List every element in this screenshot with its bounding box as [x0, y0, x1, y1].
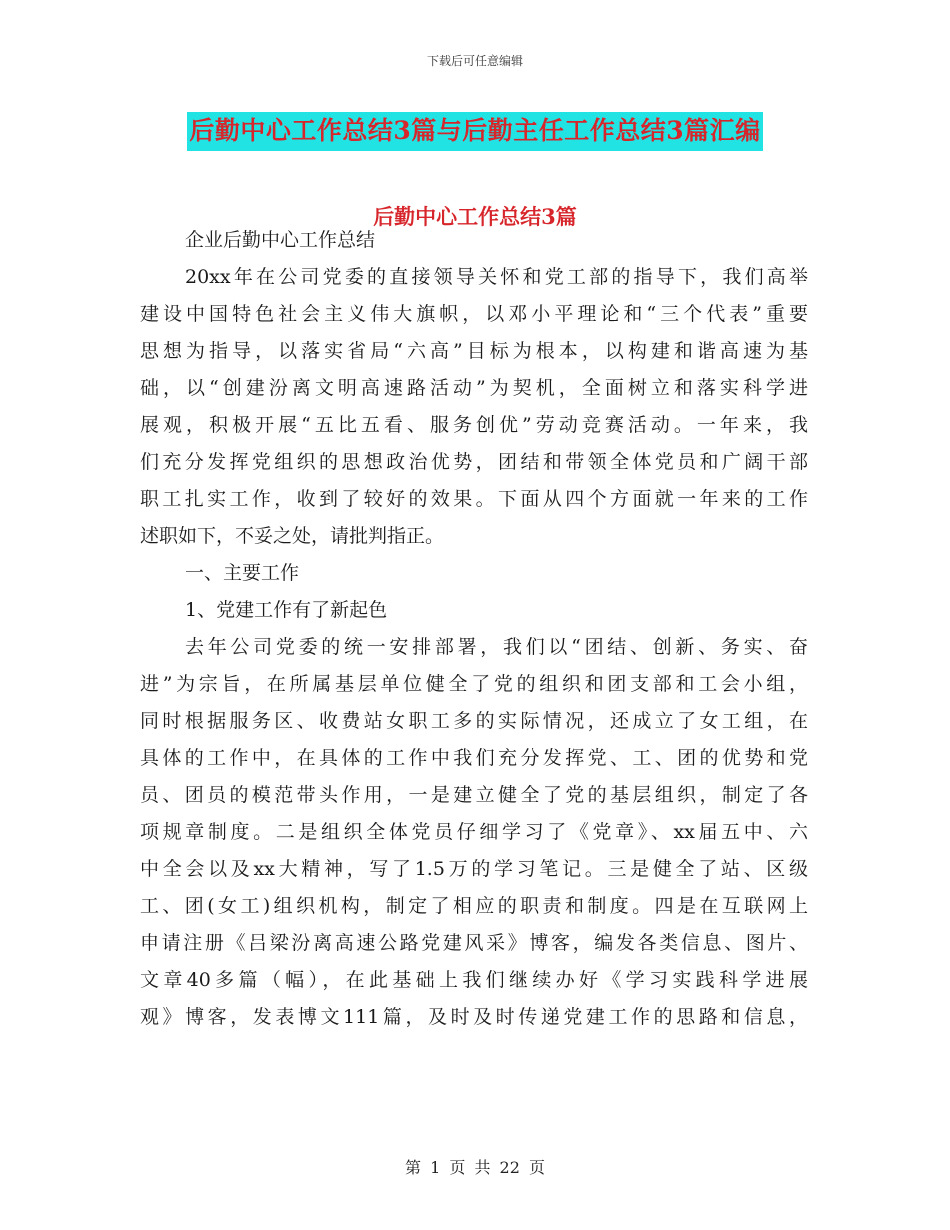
body-text	[140, 222, 808, 1036]
paragraph-line: 去年公司党委的统一安排部署，我们以“团结、创新、务实、奋	[185, 636, 808, 658]
paragraph-line: 观》博客，发表博文111篇，及时及时传递党建工作的思路和信息，	[140, 1006, 808, 1028]
paragraph-line: 工、团(女工)组织机构，制定了相应的职责和制度。四是在互联网上	[140, 895, 808, 917]
paragraph-line: 中全会以及xx大精神，写了1.5万的学习笔记。三是健全了站、区级	[140, 858, 808, 880]
paragraph-line: 础，以“创建汾离文明高速路活动”为契机，全面树立和落实科学进	[140, 377, 808, 399]
paragraph-line: 20xx年在公司党委的直接领导关怀和党工部的指导下，我们高举	[185, 266, 808, 288]
paragraph-line: 文章40多篇（幅），在此基础上我们继续办好《学习实践科学进展	[140, 969, 808, 991]
paragraph-line: 们充分发挥党组织的思想政治优势，团结和带领全体党员和广阔干部	[140, 451, 808, 473]
paragraph-line: 企业后勤中心工作总结	[185, 229, 376, 251]
page-header: 下载后可任意编辑	[426, 54, 523, 68]
paragraph-line: 员、团员的模范带头作用，一是建立健全了党的基层组织，制定了各	[140, 784, 808, 806]
paragraph-line: 展观，积极开展“五比五看、服务创优”劳动竞赛活动。一年来，我	[140, 414, 808, 436]
page-footer: 第 1 页 共 22 页	[405, 1158, 545, 1177]
paragraph-line: 具体的工作中，在具体的工作中我们充分发挥党、工、团的优势和党	[140, 747, 808, 769]
document-title-block	[0, 112, 950, 151]
section-title: 后勤中心工作总结3篇	[373, 204, 577, 229]
paragraph-line: 项规章制度。二是组织全体党员仔细学习了《党章》、xx届五中、六	[140, 821, 808, 843]
paragraph-line: 述职如下，不妥之处，请批判指正。	[140, 525, 445, 547]
paragraph-line: 申请注册《吕梁汾离高速公路党建风采》博客，编发各类信息、图片、	[140, 932, 808, 954]
paragraph-line: 进”为宗旨，在所属基层单位健全了党的组织和团支部和工会小组，	[140, 673, 808, 695]
document-title: 后勤中心工作总结3篇与后勤主任工作总结3篇汇编	[187, 112, 762, 151]
heading-line: 一、主要工作	[185, 562, 300, 584]
paragraph-line: 同时根据服务区、收费站女职工多的实际情况，还成立了女工组，在	[140, 710, 808, 732]
paragraph-line: 职工扎实工作，收到了较好的效果。下面从四个方面就一年来的工作	[140, 488, 808, 510]
paragraph-line: 建设中国特色社会主义伟大旗帜，以邓小平理论和“三个代表”重要	[140, 303, 808, 325]
paragraph-line: 思想为指导，以落实省局“六高”目标为根本，以构建和谐高速为基	[140, 340, 808, 362]
heading-line: 1、党建工作有了新起色	[185, 599, 388, 621]
